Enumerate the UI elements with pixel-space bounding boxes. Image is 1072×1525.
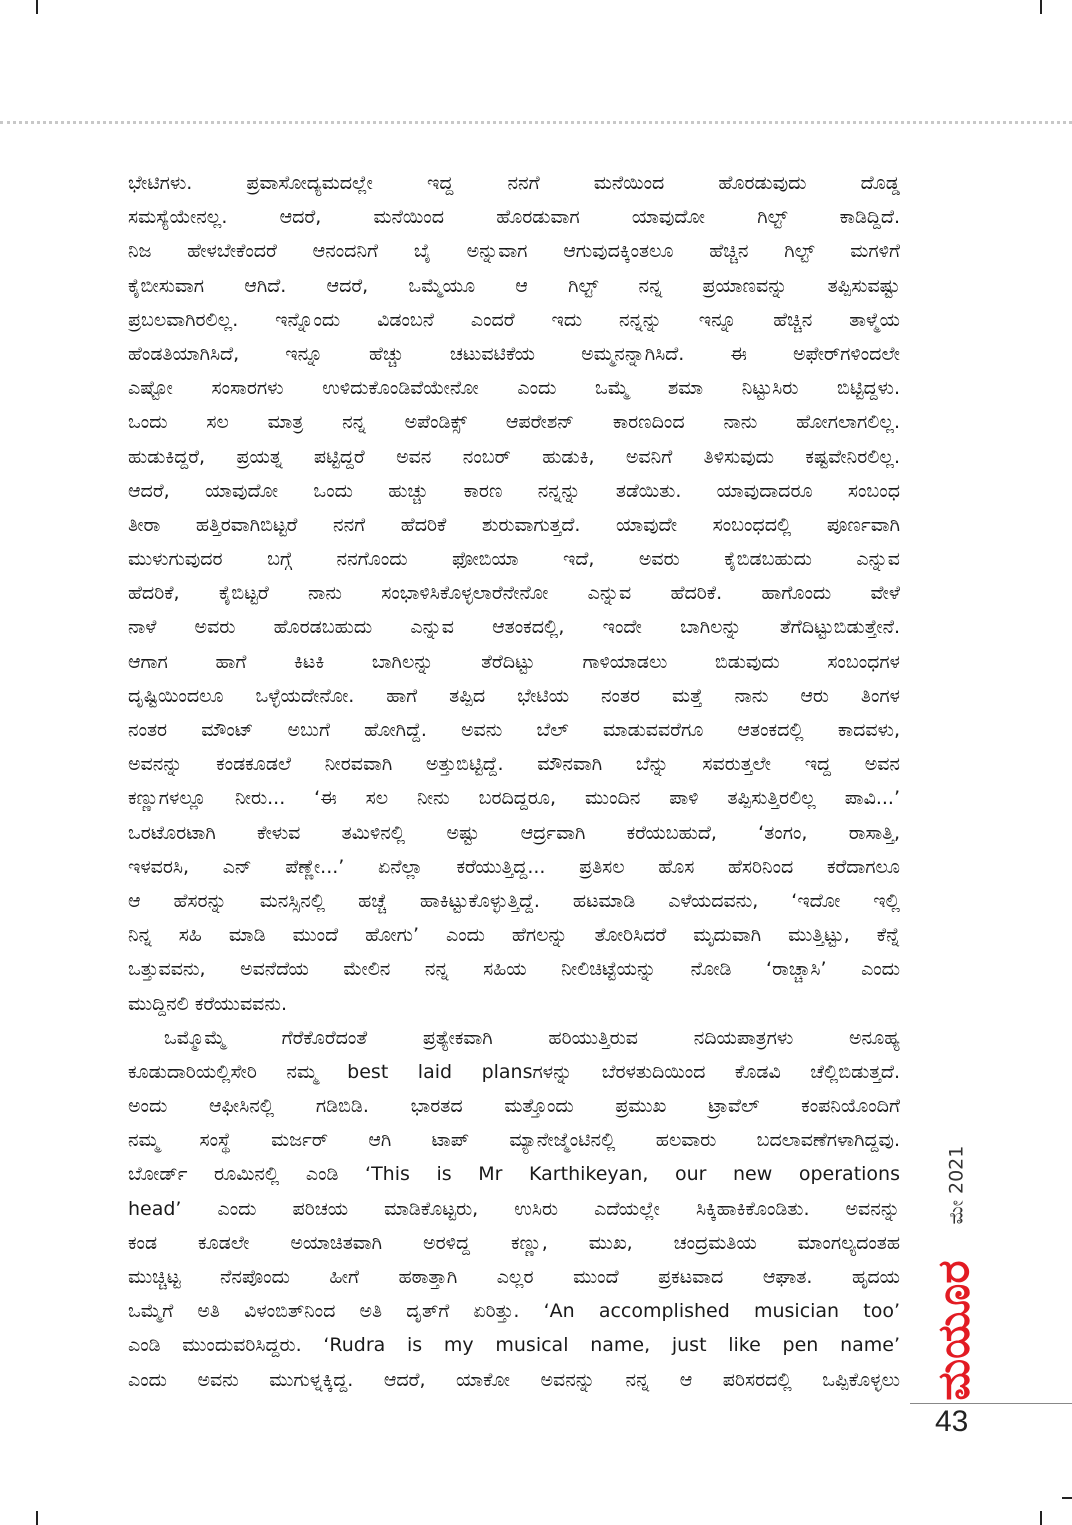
body-line: ಕಂಡ ಕೂಡಲೇ ಅಯಾಚಿತವಾಗಿ ಅರಳಿದ್ದ ಕಣ್ಣು, ಮುಖ, ಚಂದ್ರಮತಿಯ ಮಾಂಗಲ್ಯದಂತಹ	[128, 1231, 900, 1254]
body-line: ಅವನನ್ನು ಕಂಡಕೂಡಲೆ ನೀರವವಾಗಿ ಅತ್ತುಬಿಟ್ಟಿದ್ದೆ. ಮೌನವಾಗಿ ಬೆನ್ನು ಸವರುತ್ತಲೇ ಇದ್ದ ಅವನ	[128, 753, 900, 776]
body-line: ಎಂಡಿ ಮುಂದುವರಿಸಿದ್ದರು. ‘Rudra is my musical name, just like pen name’	[128, 1334, 900, 1357]
body-line: head’ ಎಂದು ಪರಿಚಯ ಮಾಡಿಕೊಟ್ಟರು, ಉಸಿರು ಎದೆಯಲ್ಲೇ ಸಿಕ್ಕಿಹಾಕಿಕೊಂಡಿತು. ಅವನನ್ನು	[128, 1197, 900, 1220]
magazine-logo-text: ಮಯೂರ	[928, 1259, 980, 1401]
issue-date-text: ಮೇ 2021	[945, 1145, 968, 1225]
body-line: ಮುಳುಗುವುದರ ಬಗ್ಗೆ ನನಗೊಂದು ಫೋಬಿಯಾ ಇದೆ, ಅವರು ಕೈಬಿಡಬಹುದು ಎನ್ನುವ	[128, 548, 900, 571]
body-line: ಎಂದು ಅವನು ಮುಗುಳ್ನಕ್ಕಿದ್ದ. ಆದರೆ, ಯಾಕೋ ಅವನನ್ನು ನನ್ನ ಆ ಪರಿಸರದಲ್ಲಿ ಒಪ್ಪಿಕೊಳ್ಳಲು	[128, 1368, 900, 1391]
body-line: ಕೈಬೀಸುವಾಗ ಆಗಿದೆ. ಆದರೆ, ಒಮ್ಮೆಯೂ ಆ ಗಿಲ್ಟ್ ನನ್ನ ಪ್ರಯಾಣವನ್ನು ತಪ್ಪಿಸುವಷ್ಟು	[128, 274, 900, 297]
body-line: ಕೂಡುದಾರಿಯಲ್ಲಿಸೇರಿ ನಮ್ಮ best laid plansಗಳನ್ನು ಬೆರಳತುದಿಯಿಂದ ಕೊಡವಿ ಚೆಲ್ಲಿಬಿಡುತ್ತದೆ.	[128, 1060, 900, 1083]
body-line: ಎಷ್ಟೋ ಸಂಸಾರಗಳು ಉಳಿದುಕೊಂಡಿವೆಯೇನೋ ಎಂದು ಒಮ್ಮೆ ಶಮಾ ನಿಟ್ಟುಸಿರು ಬಿಟ್ಟಿದ್ದಳು.	[128, 377, 900, 400]
header-dotted-rule	[0, 121, 1072, 124]
crop-mark-top-right	[1040, 0, 1042, 14]
body-line: ಮುದ್ದಿನಲಿ ಕರೆಯುವವನು.	[128, 992, 288, 1015]
crop-mark-right-bottom	[1062, 1497, 1072, 1499]
body-line: ನಮ್ಮ ಸಂಸ್ಥೆ ಮರ್ಜರ್ ಆಗಿ ಟಾಪ್ ಮ್ಯಾನೇಜ್ಮೆಂಟಿನಲ್ಲಿ ಹಲವಾರು ಬದಲಾವಣೆಗಳಾಗಿದ್ದವು.	[128, 1129, 900, 1152]
body-line: ಸಮಸ್ಯೆಯೇನಲ್ಲ. ಆದರೆ, ಮನೆಯಿಂದ ಹೊರಡುವಾಗ ಯಾವುದೋ ಗಿಲ್ಟ್ ಕಾಡಿದ್ದಿದೆ.	[128, 206, 900, 229]
body-line: ನಂತರ ಮೌಂಟ್ ಅಬುಗೆ ಹೋಗಿದ್ದೆ. ಅವನು ಬೆಲ್ ಮಾಡುವವರೆಗೂ ಆತಂಕದಲ್ಲಿ ಕಾದವಳು,	[128, 719, 900, 741]
body-line: ಆದರೆ, ಯಾವುದೋ ಒಂದು ಹುಚ್ಚು ಕಾರಣ ನನ್ನನ್ನು ತಡೆಯಿತು. ಯಾವುದಾದರೂ ಸಂಬಂಧ	[128, 479, 900, 502]
article-body	[128, 166, 900, 1397]
body-line: ಪ್ರಬಲವಾಗಿರಲಿಲ್ಲ. ಇನ್ನೊಂದು ವಿಡಂಬನೆ ಎಂದರೆ ಇದು ನನ್ನನ್ನು ಇನ್ನೂ ಹೆಚ್ಚಿನ ತಾಳ್ಮೆಯ	[128, 308, 900, 331]
body-line: ಹೆದರಿಕೆ, ಕೈಬಿಟ್ಟರೆ ನಾನು ಸಂಭಾಳಿಸಿಕೊಳ್ಳಲಾರೆನೇನೋ ಎನ್ನುವ ಹೆದರಿಕೆ. ಹಾಗೊಂದು ವೇಳೆ	[128, 582, 900, 605]
magazine-logo	[930, 1260, 978, 1400]
body-line: ತೀರಾ ಹತ್ತಿರವಾಗಿಬಿಟ್ಟರೆ ನನಗೆ ಹೆದರಿಕೆ ಶುರುವಾಗುತ್ತದೆ. ಯಾವುದೇ ಸಂಬಂಧದಲ್ಲಿ ಪೂರ್ಣವಾಗಿ	[128, 513, 900, 536]
crop-mark-bottom-right	[1040, 1511, 1042, 1525]
body-line: ನಿನ್ನ ಸಹಿ ಮಾಡಿ ಮುಂದೆ ಹೋಗು’ ಎಂದು ಹೆಗಲನ್ನು ತೋರಿಸಿದರೆ ಮೃದುವಾಗಿ ಮುತ್ತಿಟ್ಟು, ಕೆನ್ನೆ	[128, 924, 900, 947]
body-line: ಇಳವರಸಿ, ಎನ್ ಪೆಣ್ಣೇ...’ ಏನೆಲ್ಲಾ ಕರೆಯುತ್ತಿದ್ದ... ಪ್ರತಿಸಲ ಹೊಸ ಹೆಸರಿನಿಂದ ಕರೆದಾಗಲೂ	[128, 855, 900, 878]
body-line: ಒಮ್ಮೊಮ್ಮೆ ಗೆರೆಕೊರೆದಂತೆ ಪ್ರತ್ಯೇಕವಾಗಿ ಹರಿಯುತ್ತಿರುವ ನದಿಯಪಾತ್ರಗಳು ಅನೂಹ್ಯ	[164, 1026, 900, 1049]
issue-date	[940, 1130, 972, 1240]
body-line: ಒತ್ತುವವನು, ಅವನೆದೆಯ ಮೇಲಿನ ನನ್ನ ಸಹಿಯ ನೀಲಿಚಿಟ್ಟೆಯನ್ನು ನೋಡಿ ‘ರಾಚ್ಚಾಸಿ’ ಎಂದು	[128, 958, 900, 981]
body-line: ಒಂದು ಸಲ ಮಾತ್ರ ನನ್ನ ಅಪೆಂಡಿಕ್ಸ್ ಆಪರೇಶನ್ ಕಾರಣದಿಂದ ನಾನು ಹೋಗಲಾಗಲಿಲ್ಲ.	[128, 411, 900, 434]
body-line: ಹೆಂಡತಿಯಾಗಿಸಿದೆ, ಇನ್ನೂ ಹೆಚ್ಚು ಚಟುವಟಿಕೆಯ ಅಮ್ಮನನ್ನಾಗಿಸಿದೆ. ಈ ಅಫೇರ್‌ಗಳಿಂದಲೇ	[128, 342, 900, 365]
crop-mark-top-left	[36, 0, 38, 14]
body-line: ಬೋರ್ಡ್ ರೂಮಿನಲ್ಲಿ ಎಂಡಿ ‘This is Mr Karthikeyan, our new operations	[128, 1163, 900, 1186]
body-line: ನಿಜ ಹೇಳಬೇಕೆಂದರೆ ಆನಂದನಿಗೆ ಬೈ ಅನ್ನುವಾಗ ಆಗುವುದಕ್ಕಿಂತಲೂ ಹೆಚ್ಚಿನ ಗಿಲ್ಟ್ ಮಗಳಿಗೆ	[128, 240, 900, 263]
body-line: ನಾಳೆ ಅವರು ಹೊರಡಬಹುದು ಎನ್ನುವ ಆತಂಕದಲ್ಲಿ, ಇಂದೇ ಬಾಗಿಲನ್ನು ತೆಗೆದಿಟ್ಟುಬಿಡುತ್ತೇನೆ.	[128, 616, 900, 639]
body-line: ಒಮ್ಮೆಗೆ ಅತಿ ವಿಳಂಬಿತ್‌ನಿಂದ ಅತಿ ದೃತ್‌ಗೆ ಏರಿತ್ತು. ‘An accomplished musician too’	[128, 1300, 900, 1323]
body-line: ಮುಚ್ಚಿಟ್ಟ ನೆನಪೊಂದು ಹೀಗೆ ಹಠಾತ್ತಾಗಿ ಎಲ್ಲರ ಮುಂದೆ ಪ್ರಕಟವಾದ ಆಘಾತ. ಹೃದಯ	[128, 1266, 900, 1288]
body-line: ಆ ಹೆಸರನ್ನು ಮನಸ್ಸಿನಲ್ಲಿ ಹಚ್ಚೆ ಹಾಕಿಟ್ಟುಕೊಳ್ಳುತ್ತಿದ್ದೆ. ಹಟಮಾಡಿ ಎಳೆಯದವನು, ‘ಇದೋ ಇಲ್ಲಿ	[128, 889, 900, 912]
body-line: ಆಗಾಗ ಹಾಗೆ ಕಿಟಕಿ ಬಾಗಿಲನ್ನು ತೆರೆದಿಟ್ಟು ಗಾಳಿಯಾಡಲು ಬಿಡುವುದು ಸಂಬಂಧಗಳ	[128, 650, 900, 673]
page-number: 43	[935, 1405, 969, 1438]
body-line: ಅಂದು ಆಫೀಸಿನಲ್ಲಿ ಗಡಿಬಿಡಿ. ಭಾರತದ ಮತ್ತೊಂದು ಪ್ರಮುಖ ಟ್ರಾವೆಲ್ ಕಂಪನಿಯೊಂದಿಗೆ	[128, 1095, 900, 1118]
footer-rule	[910, 1403, 1072, 1404]
crop-mark-bottom-left	[36, 1511, 38, 1525]
body-line: ಭೇಟಿಗಳು. ಪ್ರವಾಸೋದ್ಯಮದಲ್ಲೇ ಇದ್ದ ನನಗೆ ಮನೆಯಿಂದ ಹೊರಡುವುದು ದೊಡ್ಡ	[128, 172, 900, 194]
body-line: ಕಣ್ಣುಗಳಲ್ಲೂ ನೀರು... ‘ಈ ಸಲ ನೀನು ಬರದಿದ್ದರೂ, ಮುಂದಿನ ಪಾಳಿ ತಪ್ಪಿಸುತ್ತಿರಲಿಲ್ಲ ಪಾವಿ...’	[128, 787, 900, 810]
body-line: ಒರಟೊರಟಾಗಿ ಕೇಳುವ ತಮಿಳಿನಲ್ಲಿ ಅಷ್ಟು ಆರ್ದ್ರವಾಗಿ ಕರೆಯಬಹುದೆ, ‘ತಂಗಂ, ರಾಸಾತ್ತಿ,	[128, 821, 900, 844]
body-line: ದೃಷ್ಟಿಯಿಂದಲೂ ಒಳ್ಳೆಯದೇನೋ. ಹಾಗೆ ತಪ್ಪಿದ ಭೇಟಿಯ ನಂತರ ಮತ್ತೆ ನಾನು ಆರು ತಿಂಗಳ	[128, 684, 900, 707]
body-line: ಹುಡುಕಿದ್ದರೆ, ಪ್ರಯತ್ನ ಪಟ್ಟಿದ್ದರೆ ಅವನ ನಂಬರ್ ಹುಡುಕಿ, ಅವನಿಗೆ ತಿಳಿಸುವುದು ಕಷ್ಟವೇನಿರಲಿಲ್ಲ.	[128, 445, 900, 468]
